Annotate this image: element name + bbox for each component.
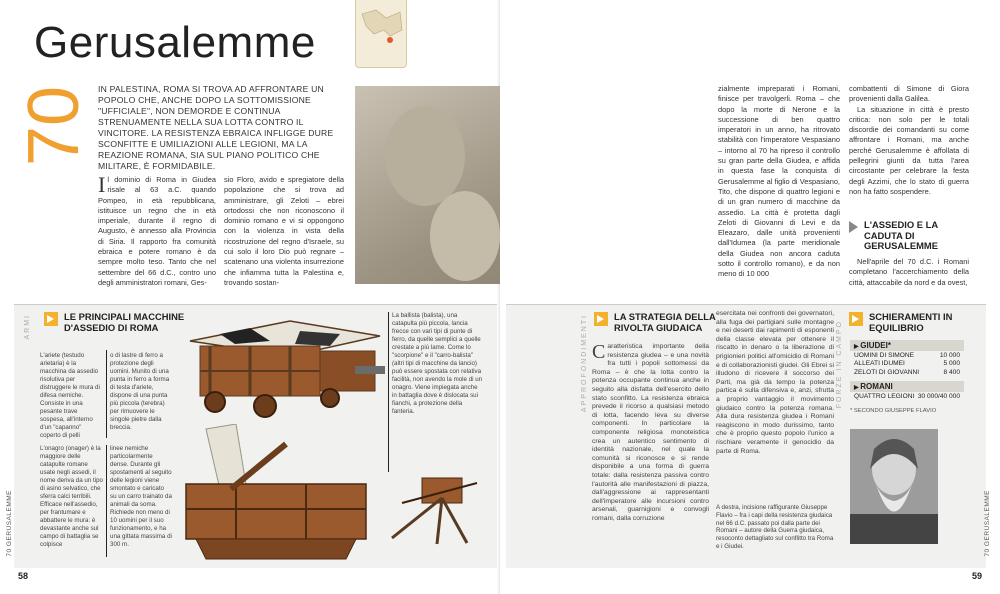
strategy-caption: A destra, incisione raffigurante Giuseppe Flavio – fra i capi della resistenza giudaica nel 66 d.C. passato poi dalla parte dei Romani – autore della Guerra giudaica, resoconto dettagliato sul conflitto tra Roma e i Giudei.	[716, 504, 834, 550]
arrow-icon: ▶	[854, 385, 861, 392]
body-text: La situazione in città è presto critica: non solo per le totali discordie dei comandanti su come affrontare i Romani, ma anche perché Gerusalemme è affollata di pellegrini giunti da tutta l'area circostante per celebrare la festa degli Azzimi, che lo stato di guerra non ha fatto sospendere.	[849, 104, 969, 196]
side1-rows	[850, 351, 964, 378]
force-row	[854, 369, 960, 377]
running-head: 70 GERUSALEMME	[984, 490, 991, 557]
force-row	[854, 352, 960, 360]
page-number: 59	[972, 571, 983, 581]
side-name: GIUDEI*	[860, 341, 891, 350]
heading-marker-icon	[594, 312, 608, 326]
side2-rows	[850, 392, 964, 402]
box-heading-text: LE PRINCIPALI MACCHINE D'ASSEDIO DI ROMA	[64, 311, 185, 333]
portrait-engraving	[850, 429, 938, 544]
force-label: ZELOTI DI GIOVANNI	[854, 368, 920, 376]
ram-caption-b: o di lastre di ferro a protezione degli uomini. Munito di una punta in ferro a forma di testa d'ariete, dispone di una punta più piccola (terebra) per rimuovere le singole pietre dalla breccia.	[110, 352, 170, 431]
side-header-romans	[850, 381, 964, 392]
strategy-heading-text: LA STRATEGIA DELLA RIVOLTA GIUDAICA	[614, 311, 716, 333]
force-row	[854, 360, 960, 368]
forces-side-label: FORZE IN CAMPO	[836, 320, 843, 409]
year-number: 70	[14, 86, 94, 167]
ballista-caption: La ballista (balista), una catapulta più piccola, lancia frecce con vari tipi di punte di ferro, da quelle semplici a quelle crestate a più lame. Come lo "scorpione" e il "carro-balista" (altri tipi di macchine da lancio) può essere spostata con relativa facilità, non avendo la mole di un onagro. Viene impiegata anche in battaglia dove è dislocata sui fianchi, a protezione della fanteria.	[392, 312, 483, 415]
force-label: ALLEATI IDUMEI	[854, 360, 905, 368]
onager-illustration	[176, 424, 376, 574]
body-column-2: sio Floro, avido e spregiatore della popolazione che si trova ad amministrare, gli Zeloti – ebrei ortodossi che non riconoscono il dominio romano e vi si oppongono con la violenza in vista della ricostruzione del regno d'Israele, su cui solo il loro Dio può regnare – scatenano una violenta insurrezione che infiamma tutta la Palestina e, trovando sostan-	[224, 175, 344, 287]
forces-table	[850, 340, 964, 414]
locator-map	[355, 0, 407, 68]
ballista-illustration	[382, 468, 482, 548]
body-column-1	[98, 172, 216, 288]
strategy-heading	[594, 312, 724, 333]
subhead-text: L'ASSEDIO E LA CADUTA DI GERUSALEMME	[864, 219, 938, 251]
body-text: combattenti di Simone di Giora provenienti dalla Galilea.	[849, 84, 969, 104]
strategy-text-1	[592, 343, 709, 523]
force-value: 10 000	[939, 352, 960, 359]
side-header-jews	[850, 340, 964, 351]
page-number: 58	[18, 571, 29, 581]
body-column-4	[849, 84, 969, 197]
leader-line	[388, 312, 389, 472]
forces-heading	[849, 312, 984, 333]
body-text: aratteristica importante della resistenza giudea – e una novità fra tutti i popoli sottomessi da Roma – è che la lotta contro la potenza occupante continua anche in seguito alla disfatta dell'esercito dello stato sconfitto. La resistenza ebraica prevede il ricorso a qualsiasi metodo di lotta, facendo leva su diverse componenti. In particolare la componente religiosa monoteistica crea un autentico sentimento di identità nazionale, nel quale la comunità si riconosce e si rende disponibile a una forma di guerra totale: dalla resistenza passiva contro l'autorità alle manifestazioni di piazza, dall'aggressione ai rappresentanti dell'imperatore alle incursioni contro arsenali, guarnigioni e convogli romani, dalla corruzione	[592, 343, 709, 522]
body-column-4b: Nell'aprile del 70 d.C. i Romani completano l'accerchiamento della città, attaccabile da nord e da ovest,	[849, 257, 969, 287]
onager-caption-b: linee nemiche particolarmente dense. Durante gli spostamenti al seguito delle legioni viene smontato e caricato su un carro trainato da animali da soma. Richiede non meno di 10 uomini per il suo funzionamento, e ha una gittata massima di 300 m.	[110, 445, 172, 548]
running-head: 70 GERUSALEMME	[6, 490, 13, 557]
ram-illustration	[180, 306, 390, 424]
leader-line	[106, 350, 107, 438]
ram-caption-a: L'ariete (testudo arietaria) è la macchina da assedio risolutiva per distruggere le mura di difesa nemiche. Consiste in una pesante trave sospesa, all'interno d'un "capanno" coperto di pelli	[40, 352, 100, 439]
side-name: ROMANI	[860, 382, 893, 392]
lead-paragraph: IN PALESTINA, ROMA SI TROVA AD AFFRONTARE UN POPOLO CHE, ANCHE DOPO LA SOTTOMISSIONE "UFFICIALE", NON DEMORDE E CONTINUA STRENUAMENTE NELLA SUA LOTTA CONTRO IL VINCITORE. LA RESISTENZA EBRAICA INFLIGGE DURE SCONFITTE E UMILIAZIONI ALLE LEGIONI, MA LA REAZIONE ROMANA, SIA SUL PIANO POLITICO CHE MILITARE, È FORMIDABILE.	[98, 84, 334, 171]
forces-heading-text: SCHIERAMENTI IN EQUILIBRIO	[869, 311, 953, 333]
onager-caption-a: L'onagro (onager) è la maggiore delle catapulte romane usate negli assedi, il nome deriva da un tipo di asino selvatico, che sferra calci terribili. Efficace nell'assedio, per frantumare e abbattere le mura: è devastante anche sul campo di battaglia se colpisce	[40, 445, 103, 548]
force-value: 30 000/40 000	[917, 393, 960, 401]
page-title: Gerusalemme	[34, 18, 316, 67]
box-side-label: ARMI	[24, 314, 31, 340]
force-value: 5 000	[943, 360, 960, 368]
map-icon	[356, 0, 408, 68]
footnote: * SECONDO GIUSEPPE FLAVIO	[850, 407, 937, 414]
dropcap: C	[592, 341, 606, 363]
arrow-icon: ▶	[854, 344, 861, 350]
body-text: l dominio di Roma in Giudea risale al 63 a.C. quando Pompeo, in età repubblicana, istituisce un regno che in età imperiale, durante il regno di Augusto, è annesso alla Provincia di Siria. Il rapporto fra comunità ebraica e potere romano è da sempre molto teso. Tanto che nel settembre del 66 d.C., contro uno degli amministratori romani, Ges-	[98, 175, 216, 287]
subhead-arrow-icon	[849, 221, 858, 233]
strategy-text-2: esercitata nei confronti dei governatori, alla fuga dei partigiani sulle montagne e nei deserti dai rapimenti di esponenti della classe elevata per ottenere il riscatto in denaro o la liberazione di prigionieri politici all'omicidio di Romani e di collaborazionisti giudei. Gli Ebrei si illudono di ricevere il soccorso dei Parti, ma già da tempo la potenza partica è sulla difensiva e, anzi, sfrutta a proprio vantaggio il movimento giudaico contro la potenza romana. Alla dura resistenza giudea i Romani reagiscono in modo durissimo, tanto che è proprio questo popolo l'unico a rischiare veramente il genocidio da parte di Roma.	[716, 310, 834, 455]
right-page	[500, 0, 1000, 594]
force-value: 8 400	[943, 368, 960, 376]
box-heading	[44, 312, 194, 333]
leader-line	[106, 445, 107, 557]
heading-marker-icon	[849, 312, 863, 326]
force-row	[854, 393, 960, 401]
body-column-3: zialmente impreparati i Romani, finisce per travolgerli. Roma – che dopo la morte di Nerone e la successione di ben quattro imperatori in un anno, ha ritrovato stabilità con l'imperatore Vespasiano – intorno al 70 ha ripreso il controllo su gran parte della Giudea, e affida in questa fase la conquista di Gerusalemme al figlio di Vespasiano, Tito, che dispone di quattro legioni e di un gran numero di macchine da assedio. La città è protetta dagli Zeloti di Giovanni di Levi e da Eleazaro, dalle unità provenienti dall'Idumea (la parte meridionale della Giudea non ancora caduta sotto il controllo romano), e da non meno di 10 000	[718, 84, 840, 279]
box-side-label: APPROFONDIMENTI	[581, 314, 588, 413]
heading-marker-icon	[44, 312, 58, 326]
subhead	[849, 220, 974, 252]
josephus-portrait	[850, 429, 938, 544]
force-label: UOMINI DI SIMONE	[854, 352, 915, 359]
dropcap: I	[98, 172, 106, 197]
force-label: QUATTRO LEGIONI	[854, 393, 915, 401]
